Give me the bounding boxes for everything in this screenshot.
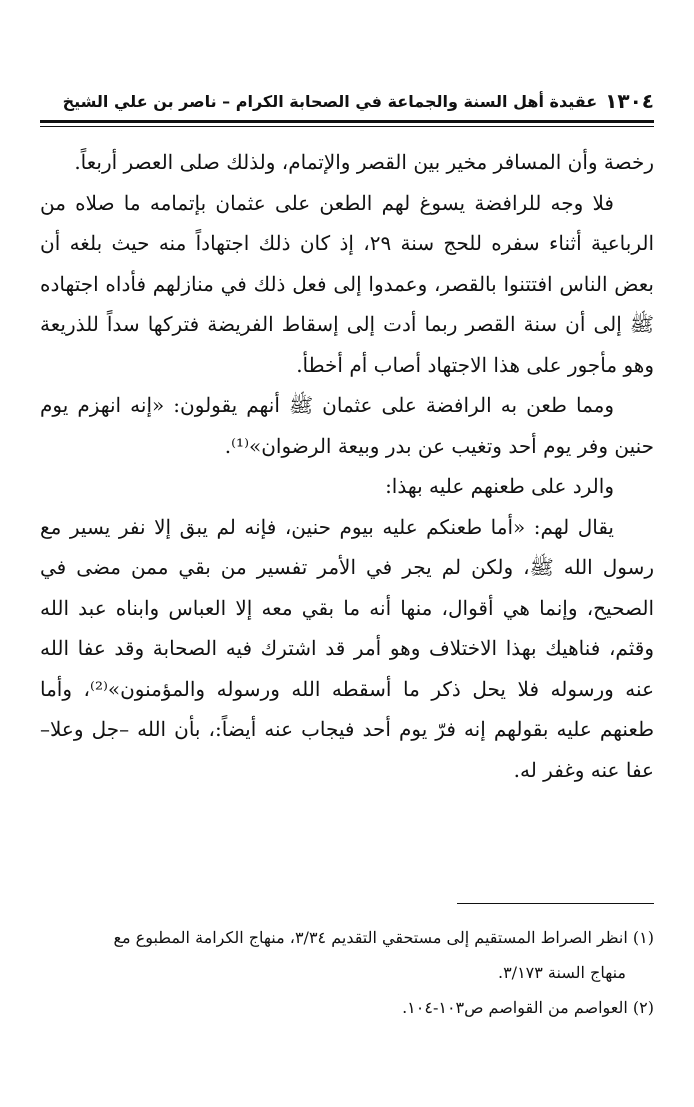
footnote-1-continuation: منهاج السنة ٣/١٧٣. — [497, 963, 626, 982]
footnote-1: (١) انظر الصراط المستقيم إلى مستحقي التقديم ٣/٣٤، منهاج الكرامة المطبوع مع — [113, 928, 654, 947]
running-title: عقيدة أهل السنة والجماعة في الصحابة الكرام – ناصر بن علي الشيخ — [62, 91, 598, 111]
footnotes — [40, 920, 654, 1025]
paragraph-2: فلا وجه للرافضة يسوغ لهم الطعن على عثمان بإتمامه ما صلاه من الرباعية أثناء سفره للحج سنة ٢٩، إذ كان ذلك اجتهاداً منه حيث بلغه أن بعض الناس افتتنوا بالقصر، وعمدوا إلى فعل ذلك في منازلهم فأداه اجتهاده ﷺ إلى أن سنة القصر ربما أدت إلى إسقاط الفريضة فتركها سداً للذريعة وهو مأجور على هذا الاجتهاد أصاب أم أخطأ. — [40, 190, 655, 377]
paragraph-5: يقال لهم: «أما طعنكم عليه بيوم حنين، فإنه لم يبق إلا نفر يسير مع رسول الله ﷺ، ولكن لم يجر في الأمر تفسير من بقي ممن مضى في الصحيح، وإنما هي أقوال، منها أنه ما بقي معه إلا العباس وابناه عبد الله وقثم، فناهيك بهذا الاختلاف وهو أمر قد اشترك فيه الصحابة وقد عفا الله عنه ورسوله فلا يحل ذكر ما أسقطه الله ورسوله والمؤمنون»⁽²⁾، وأما طعنهم عليه بقولهم إنه فرّ يوم أحد فيجاب عنه أيضاً:، بأن الله –جل وعلا– عفا عنه وغفر له. — [40, 514, 654, 782]
page-number: ١٣٠٤ — [605, 89, 654, 113]
main-text — [40, 142, 654, 790]
header-rule-thick — [40, 120, 654, 123]
paragraph-3: ومما طعن به الرافضة على عثمان ﷺ أنهم يقولون: «إنه انهزم يوم حنين وفر يوم أحد وتغيب عن بدر وبيعة الرضوان»⁽¹⁾. — [40, 393, 654, 458]
paragraph-4: والرد على طعنهم عليه بهذا: — [385, 474, 614, 498]
footnote-2: (٢) العواصم من القواصم ص١٠٣-١٠٤. — [402, 998, 654, 1017]
footnote-separator — [457, 903, 654, 904]
header-rule-thin — [40, 126, 654, 127]
page-header — [40, 86, 654, 116]
paragraph-1: رخصة وأن المسافر مخير بين القصر والإتمام، ولذلك صلى العصر أربعاً. — [74, 150, 654, 174]
